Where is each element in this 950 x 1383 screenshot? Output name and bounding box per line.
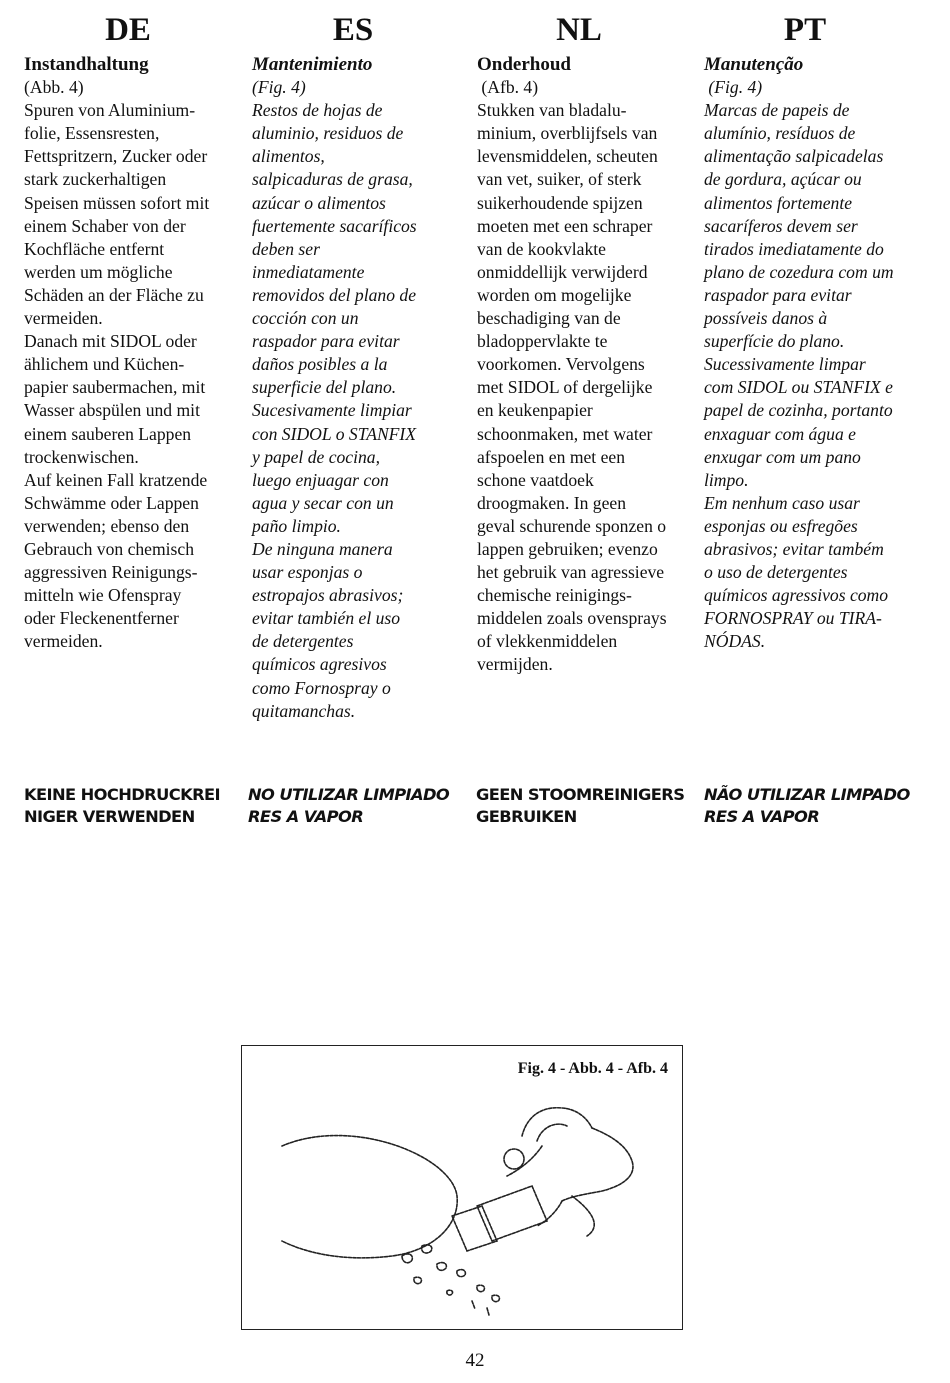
body-line: Marcas de papeis de: [704, 100, 850, 121]
body-line: superfície do plano.: [704, 331, 845, 352]
body-line: ählichem und Küchen-: [24, 354, 185, 375]
body-line: papel de cozinha, portanto: [704, 400, 893, 421]
lang-header-pt: PT: [783, 12, 827, 48]
body-line: daños posibles a la: [252, 354, 388, 375]
warning-line: RES A VAPOR: [704, 807, 820, 826]
body-line: usar esponjas o: [252, 562, 363, 583]
body-line: afspoelen en met een: [477, 446, 626, 467]
body-line: stark zuckerhaltigen: [24, 169, 167, 190]
body-line: superficie del plano.: [252, 377, 397, 398]
warning-line: NO UTILIZAR LIMPIADO: [248, 785, 450, 804]
body-line: werden um mögliche: [24, 261, 173, 282]
body-line: Fettspritzern, Zucker oder: [24, 146, 208, 167]
figure-reference: (Afb. 4): [477, 77, 539, 98]
body-line: esponjas ou esfregões: [704, 515, 858, 536]
body-line: bladoppervlakte te: [477, 331, 608, 352]
column-body: [477, 99, 692, 676]
body-line: vermijden.: [477, 654, 553, 675]
body-line: onmiddellijk verwijderd: [477, 261, 648, 282]
warning-pt: [704, 784, 910, 828]
body-line: van vet, suiker, of sterk: [477, 169, 642, 190]
body-line: aluminio, residuos de: [252, 123, 404, 144]
body-line: azúcar o alimentos: [252, 192, 386, 213]
body-line: plano de cozedura com um: [704, 261, 894, 282]
warning-line: NÃO UTILIZAR LIMPADO: [704, 785, 910, 804]
column-nl: [477, 53, 692, 677]
body-line: verwenden; ebenso den: [24, 515, 190, 536]
warning-line: GEBRUIKEN: [476, 807, 577, 826]
warning-de: [24, 784, 220, 828]
body-line: worden om mogelijke: [477, 284, 632, 305]
body-line: agua y secar con un: [252, 492, 394, 513]
body-line: Sucessivamente limpar: [704, 354, 866, 375]
body-line: geval schurende sponzen o: [477, 515, 667, 536]
section-title: Instandhaltung: [24, 54, 149, 75]
body-line: cocción con un: [252, 308, 359, 329]
body-line: raspador para evitar: [252, 331, 400, 352]
body-line: papier saubermachen, mit: [24, 377, 206, 398]
body-line: het gebruik van agressieve: [477, 562, 665, 583]
body-line: Wasser abspülen und mit: [24, 400, 200, 421]
column-es: [252, 53, 467, 723]
body-line: abrasivos; evitar também: [704, 538, 884, 559]
body-line: Speisen müssen sofort mit: [24, 192, 210, 213]
body-line: con SIDOL o STANFIX: [252, 423, 417, 444]
body-line: deben ser: [252, 238, 320, 259]
column-body: [252, 99, 467, 723]
body-line: De ninguna manera: [252, 538, 393, 559]
body-line: paño limpio.: [252, 515, 341, 536]
body-line: Stukken van bladalu-: [477, 100, 627, 121]
figure-reference: (Fig. 4): [704, 77, 763, 98]
column-body: [24, 99, 239, 653]
body-line: Restos de hojas de: [252, 100, 383, 121]
body-line: mitteln wie Ofenspray: [24, 585, 182, 606]
body-line: removidos del plano de: [252, 284, 417, 305]
body-line: Schwämme oder Lappen: [24, 492, 199, 513]
column-body: [704, 99, 934, 653]
figure-reference: (Abb. 4): [24, 77, 84, 98]
hand-outline: [522, 1108, 592, 1136]
body-line: of vlekkenmiddelen: [477, 631, 618, 652]
body-line: alimentos fortemente: [704, 192, 853, 213]
body-line: alimentos,: [252, 146, 325, 167]
body-line: van de kookvlakte: [477, 238, 606, 259]
body-line: alumínio, resíduos de: [704, 123, 856, 144]
body-line: voorkomen. Vervolgens: [477, 354, 645, 375]
body-line: trockenwischen.: [24, 446, 139, 467]
figure-caption: Fig. 4 - Abb. 4 - Afb. 4: [517, 1060, 668, 1077]
body-line: FORNOSPRAY ou TIRA-: [704, 608, 882, 629]
column-de: [24, 53, 239, 653]
body-line: Danach mit SIDOL oder: [24, 331, 197, 352]
body-line: raspador para evitar: [704, 284, 852, 305]
body-line: inmediatamente: [252, 261, 365, 282]
body-line: enxugar com um pano: [704, 446, 861, 467]
body-line: possíveis danos à: [704, 308, 828, 329]
section-title: Manutenção: [704, 54, 804, 75]
body-line: químicos agressivos como: [704, 585, 889, 606]
body-line: en keukenpapier: [477, 400, 593, 421]
body-line: Kochfläche entfernt: [24, 238, 165, 259]
page-number: 42: [465, 1350, 485, 1371]
body-line: met SIDOL of dergelijke: [477, 377, 653, 398]
body-line: químicos agresivos: [252, 654, 387, 675]
figure-reference: (Fig. 4): [252, 77, 306, 98]
body-line: o uso de detergentes: [704, 562, 848, 583]
lang-header-es: ES: [332, 12, 374, 48]
body-line: vermeiden.: [24, 631, 103, 652]
body-line: droogmaken. In geen: [477, 492, 627, 513]
warning-line: GEEN STOOMREINIGERS: [476, 785, 685, 804]
body-line: evitar también el uso: [252, 608, 401, 629]
body-line: einem sauberen Lappen: [24, 423, 192, 444]
body-line: folie, Essensresten,: [24, 123, 160, 144]
warning-line: NIGER VERWENDEN: [24, 807, 195, 826]
column-pt: [704, 53, 934, 653]
body-line: Sucesivamente limpiar: [252, 400, 412, 421]
body-line: middelen zoals ovensprays: [477, 608, 667, 629]
body-line: schoonmaken, met water: [477, 423, 653, 444]
body-line: minium, overblijfsels van: [477, 123, 658, 144]
body-line: NÓDAS.: [704, 631, 766, 652]
body-line: com SIDOL ou STANFIX e: [704, 377, 893, 398]
body-line: vermeiden.: [24, 308, 103, 329]
body-line: quitamanchas.: [252, 700, 356, 721]
body-line: oder Fleckenentferner: [24, 608, 179, 629]
warning-nl: [476, 784, 684, 828]
body-line: moeten met een schraper: [477, 215, 653, 236]
body-line: de detergentes: [252, 631, 354, 652]
section-title: Onderhoud: [477, 54, 571, 75]
body-line: enxaguar com água e: [704, 423, 856, 444]
body-line: Gebrauch von chemisch: [24, 538, 195, 559]
body-line: lappen gebruiken; evenzo: [477, 538, 658, 559]
lang-header-nl: NL: [556, 12, 602, 48]
warning-line: RES A VAPOR: [248, 807, 364, 826]
body-line: Spuren von Aluminium-: [24, 100, 196, 121]
section-title: Mantenimiento: [252, 54, 373, 75]
body-line: aggressiven Reinigungs-: [24, 562, 198, 583]
body-line: luego enjuagar con: [252, 469, 389, 490]
hob-outline: [282, 1136, 457, 1258]
body-line: salpicaduras de grasa,: [252, 169, 413, 190]
scraper-blade: [477, 1186, 547, 1241]
body-line: alimentação salpicadelas: [704, 146, 884, 167]
body-line: de gordura, açúcar ou: [704, 169, 862, 190]
body-line: limpo.: [704, 469, 749, 490]
body-line: einem Schaber von der: [24, 215, 186, 236]
body-line: levensmiddelen, scheuten: [477, 146, 658, 167]
body-line: sacaríferos devem ser: [704, 215, 858, 236]
body-line: y papel de cocina,: [252, 446, 380, 467]
warning-line: KEINE HOCHDRUCKREI: [24, 785, 221, 804]
body-line: beschadiging van de: [477, 308, 621, 329]
body-line: fuertemente sacaríficos: [252, 215, 417, 236]
body-line: Schäden an der Fläche zu: [24, 284, 204, 305]
body-line: estropajos abrasivos;: [252, 585, 404, 606]
hand-scraper-illustration: [242, 1046, 682, 1329]
figure-box: [241, 1045, 683, 1330]
body-line: chemische reinigings-: [477, 585, 632, 606]
body-line: como Fornospray o: [252, 677, 391, 698]
body-line: tirados imediatamente do: [704, 238, 884, 259]
body-line: schone vaatdoek: [477, 469, 594, 490]
body-line: Em nenhum caso usar: [704, 492, 860, 513]
body-line: suikerhoudende spijzen: [477, 192, 643, 213]
lang-header-de: DE: [105, 12, 151, 48]
body-line: Auf keinen Fall kratzende: [24, 469, 208, 490]
warning-es: [248, 784, 449, 828]
